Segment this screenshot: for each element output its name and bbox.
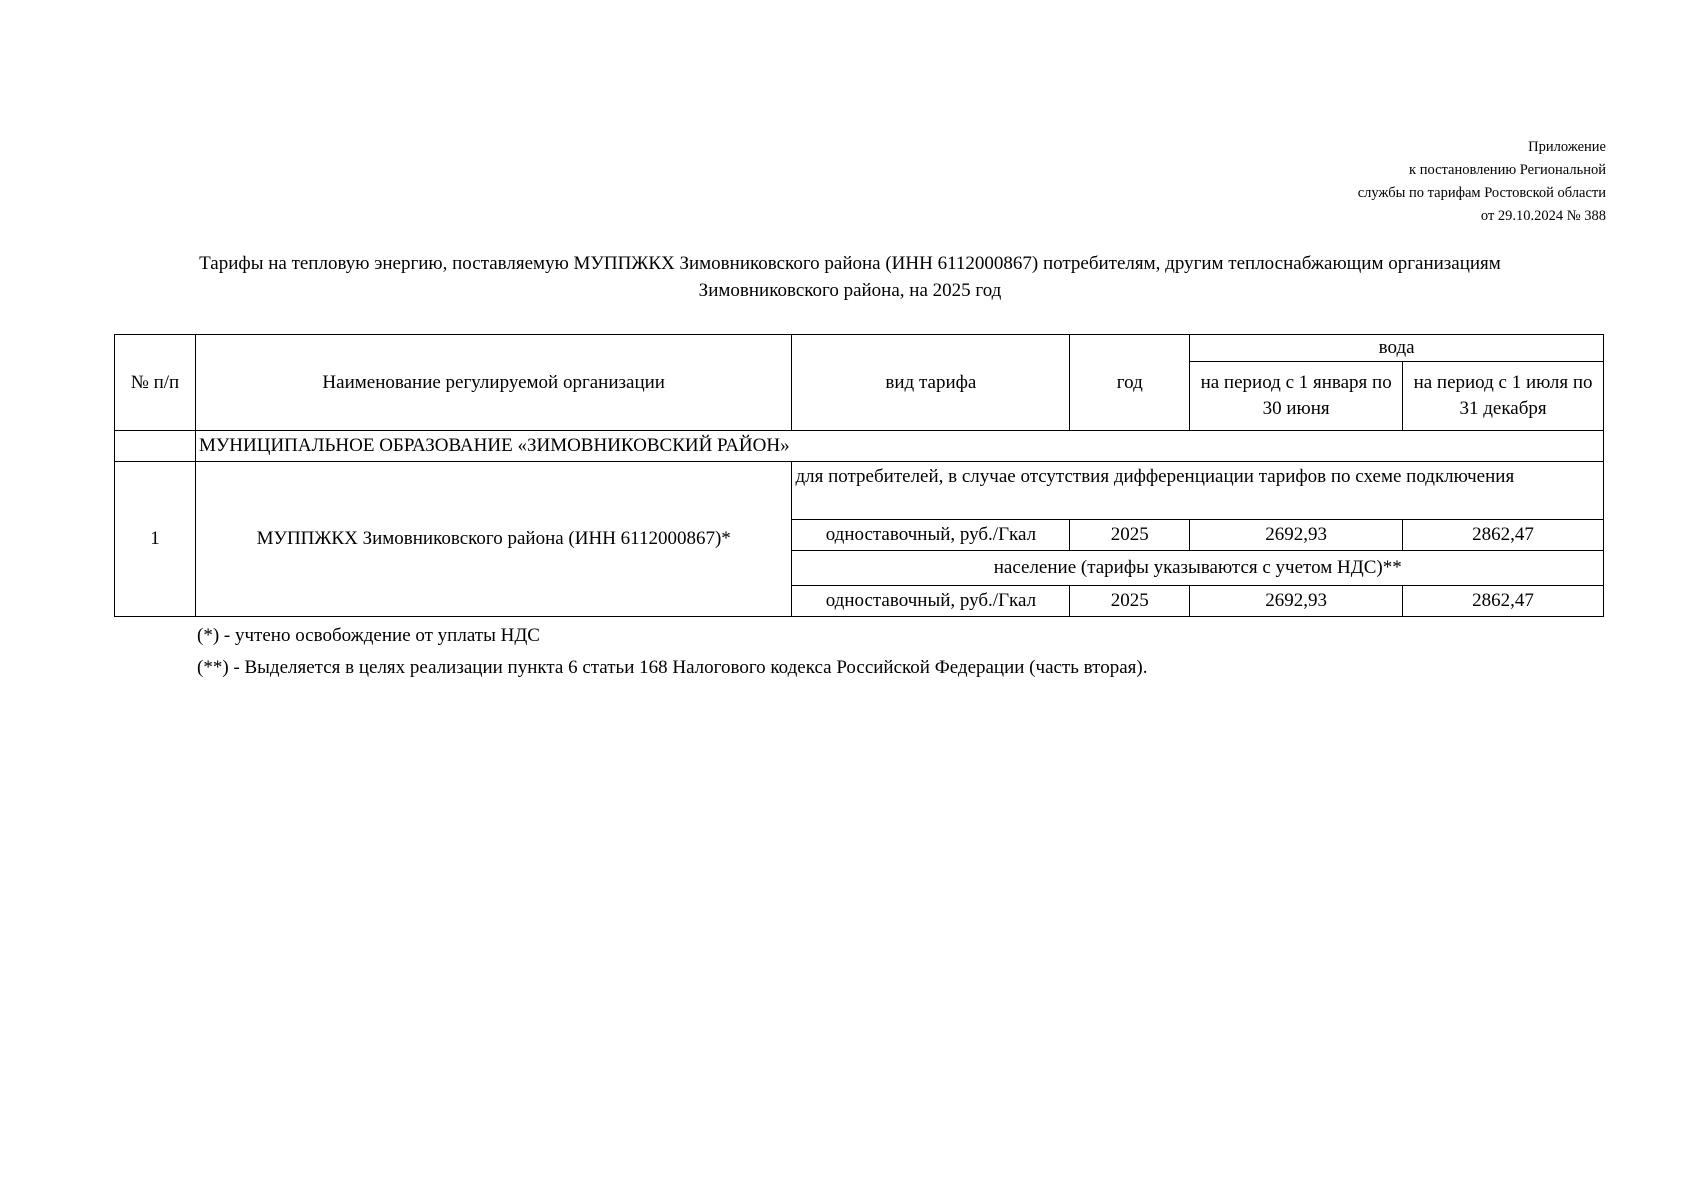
- header-period-2: на период с 1 июля по 31 декабря: [1403, 362, 1604, 431]
- document-title-line-2: Зимовниковского района, на 2025 год: [698, 280, 1002, 301]
- appendix-line: к постановлению Региональной: [1409, 162, 1606, 178]
- municipality-row: [115, 431, 1604, 462]
- consumer-group-label: для потребителей, в случае отсутствия дифференциации тарифов по схеме подключения: [792, 462, 1604, 520]
- tariff-value-period-1: 2692,93: [1190, 520, 1403, 551]
- footnote-2: (**) - Выделяется в целях реализации пункта 6 статьи 168 Налогового кодекса Российской Федерации (часть вторая).: [197, 657, 1148, 678]
- appendix-line: Приложение: [1528, 139, 1606, 155]
- header-period-1: на период с 1 января по 30 июня: [1190, 362, 1403, 431]
- header-organization: Наименование регулируемой организации: [195, 335, 792, 431]
- header-year: год: [1070, 335, 1190, 431]
- appendix-block: [1358, 136, 1606, 228]
- header-num: № п/п: [115, 335, 196, 431]
- municipality-name: МУНИЦИПАЛЬНОЕ ОБРАЗОВАНИЕ «ЗИМОВНИКОВСКИЙ РАЙОН»: [195, 431, 1603, 462]
- organization-name: МУППЖКХ Зимовниковского района (ИНН 6112000867)*: [195, 462, 792, 617]
- year-cell: 2025: [1070, 586, 1190, 617]
- tariff-value-period-2: 2862,47: [1403, 520, 1604, 551]
- tariff-table: [114, 334, 1604, 617]
- document-title-line-1: Тарифы на тепловую энергию, поставляемую МУППЖКХ Зимовниковского района (ИНН 6112000867) потребителям, другим теплоснабжающим организациям: [199, 253, 1501, 274]
- population-group-label: население (тарифы указываются с учетом НДС)**: [792, 551, 1604, 586]
- empty-cell: [115, 431, 196, 462]
- tariff-value-period-1: 2692,93: [1190, 586, 1403, 617]
- header-water: вода: [1190, 335, 1604, 362]
- year-cell: 2025: [1070, 520, 1190, 551]
- table-header-row: [115, 335, 1604, 362]
- tariff-value-period-2: 2862,47: [1403, 586, 1604, 617]
- footnote-1: (*) - учтено освобождение от уплаты НДС: [197, 625, 540, 646]
- table-row: [115, 462, 1604, 520]
- footnotes: [197, 620, 1147, 684]
- row-number: 1: [115, 462, 196, 617]
- tariff-type-cell: одноставочный, руб./Гкал: [792, 520, 1070, 551]
- appendix-line: службы по тарифам Ростовской области: [1357, 185, 1606, 201]
- appendix-line: от 29.10.2024 № 388: [1480, 208, 1606, 224]
- tariff-type-cell: одноставочный, руб./Гкал: [792, 586, 1070, 617]
- document-title: [110, 250, 1590, 304]
- header-tariff-type: вид тарифа: [792, 335, 1070, 431]
